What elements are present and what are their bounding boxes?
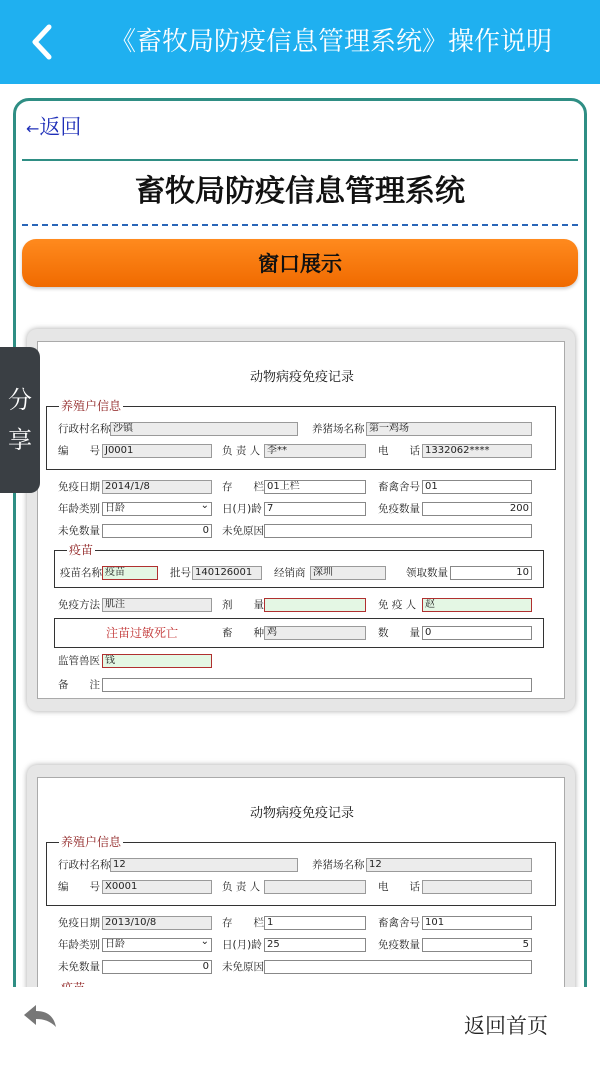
- id-label: 编 号: [58, 881, 100, 893]
- bottom-bar: [0, 987, 600, 1067]
- unimm-label: 未免数量: [58, 525, 100, 537]
- page-title: 《畜牧局防疫信息管理系统》操作说明: [110, 27, 553, 57]
- species-label: 畜 种: [222, 627, 264, 639]
- farm-info-group: [46, 399, 556, 470]
- vaccine-name-label: 疫苗名称: [60, 567, 102, 579]
- barn-label: 畜禽舍号: [378, 481, 420, 493]
- top-bar: [0, 0, 600, 84]
- qty2-field[interactable]: 0: [422, 626, 532, 640]
- vet-field[interactable]: 钱: [102, 654, 212, 668]
- village-field[interactable]: 沙镇: [110, 422, 298, 436]
- batch-label: 批号: [170, 567, 191, 579]
- back-button[interactable]: [22, 20, 62, 64]
- dealer-field[interactable]: 深圳: [310, 566, 386, 580]
- dose-field[interactable]: [264, 598, 366, 612]
- back-link[interactable]: [26, 113, 81, 143]
- remark-label: 备 注: [58, 679, 100, 691]
- barn-label: 畜禽舍号: [378, 917, 420, 929]
- farm-label: 养猪场名称: [312, 423, 365, 435]
- age-label: 日(月)龄: [222, 939, 262, 951]
- unimm-field[interactable]: 0: [102, 960, 212, 974]
- id-field[interactable]: X0001: [102, 880, 212, 894]
- age-type-label: 年龄类别: [58, 503, 100, 515]
- form-screenshot-1: [27, 329, 575, 711]
- arrow-left-icon: ←: [26, 119, 40, 138]
- owner-label: 负 责 人: [222, 881, 261, 893]
- count-field[interactable]: 5: [422, 938, 532, 952]
- date-field[interactable]: 2014/1/8: [102, 480, 212, 494]
- farm-label: 养猪场名称: [312, 859, 365, 871]
- reply-icon[interactable]: [22, 1003, 58, 1029]
- pen-label: 存 栏: [222, 917, 264, 929]
- form-window: [37, 341, 565, 699]
- allergy-note: 注苗过敏死亡: [106, 626, 179, 640]
- age-field[interactable]: 25: [264, 938, 366, 952]
- form-title: 动物病疫免疫记录: [249, 806, 354, 821]
- age-label: 日(月)龄: [222, 503, 262, 515]
- reason-label: 未免原因: [222, 961, 264, 973]
- species-field[interactable]: 鸡: [264, 626, 366, 640]
- vaccine-name-field[interactable]: 疫苗: [102, 566, 158, 580]
- phone-field[interactable]: 1332062****: [422, 444, 532, 458]
- dealer-label: 经销商: [274, 567, 306, 579]
- barn-field[interactable]: 01: [422, 480, 532, 494]
- date-field[interactable]: 2013/10/8: [102, 916, 212, 930]
- home-link[interactable]: 返回首页: [464, 1014, 548, 1038]
- phone-label: 电 话: [378, 881, 420, 893]
- phone-field[interactable]: [422, 880, 532, 894]
- reason-label: 未免原因: [222, 525, 264, 537]
- immunizer-label: 免 疫 人: [378, 599, 417, 611]
- dose-label: 剂 量: [222, 599, 264, 611]
- date-label: 免疫日期: [58, 917, 100, 929]
- vaccine-group-title: 疫苗: [69, 543, 94, 557]
- reason-field[interactable]: [264, 960, 532, 974]
- age-type-label: 年龄类别: [58, 939, 100, 951]
- phone-label: 电 话: [378, 445, 420, 457]
- reason-field[interactable]: [264, 524, 532, 538]
- farm-field[interactable]: 第一鸡场: [366, 422, 532, 436]
- content-heading: 畜牧局防疫信息管理系统: [135, 174, 465, 209]
- age-field[interactable]: 7: [264, 502, 366, 516]
- remark-field[interactable]: [102, 678, 532, 692]
- immunizer-field[interactable]: 赵: [422, 598, 532, 612]
- dashed-divider: [22, 224, 578, 226]
- method-label: 免疫方法: [58, 599, 100, 611]
- date-label: 免疫日期: [58, 481, 100, 493]
- count-label: 免疫数量: [378, 503, 420, 515]
- age-type-select[interactable]: 日龄 ⌄: [102, 938, 212, 952]
- barn-field[interactable]: 101: [422, 916, 532, 930]
- owner-label: 负 责 人: [222, 445, 261, 457]
- pen-field[interactable]: 1: [264, 916, 366, 930]
- farm-group-title: 养殖户信息: [61, 835, 122, 849]
- section-banner: [22, 239, 578, 287]
- share-label-1: 分: [8, 386, 32, 414]
- batch-field[interactable]: 140126001: [192, 566, 262, 580]
- content-card: [13, 98, 587, 1067]
- section-title: 窗口展示: [258, 252, 342, 276]
- qty-label: 领取数量: [406, 567, 448, 579]
- share-button[interactable]: [0, 347, 40, 493]
- village-field[interactable]: 12: [110, 858, 298, 872]
- pen-label: 存 栏: [222, 481, 264, 493]
- farm-info-group: [46, 835, 556, 906]
- id-field[interactable]: J0001: [102, 444, 212, 458]
- divider: [22, 159, 578, 161]
- qty-field[interactable]: 10: [450, 566, 532, 580]
- share-label-2: 享: [8, 426, 32, 454]
- chevron-left-icon: [29, 23, 55, 61]
- village-label: 行政村名称: [58, 423, 111, 435]
- owner-field[interactable]: [264, 880, 366, 894]
- village-label: 行政村名称: [58, 859, 111, 871]
- count-label: 免疫数量: [378, 939, 420, 951]
- unimm-label: 未免数量: [58, 961, 100, 973]
- unimm-field[interactable]: 0: [102, 524, 212, 538]
- back-link-label: 返回: [39, 115, 82, 139]
- count-field[interactable]: 200: [422, 502, 532, 516]
- farm-field[interactable]: 12: [366, 858, 532, 872]
- form-title: 动物病疫免疫记录: [249, 370, 354, 385]
- qty2-label: 数 量: [378, 627, 420, 639]
- age-type-select[interactable]: 日龄 ⌄: [102, 502, 212, 516]
- farm-group-title: 养殖户信息: [61, 399, 122, 413]
- method-field[interactable]: 肌注: [102, 598, 212, 612]
- owner-field[interactable]: 李**: [264, 444, 366, 458]
- vet-label: 监管兽医: [58, 655, 100, 667]
- pen-field[interactable]: 01上栏: [264, 480, 366, 494]
- id-label: 编 号: [58, 445, 100, 457]
